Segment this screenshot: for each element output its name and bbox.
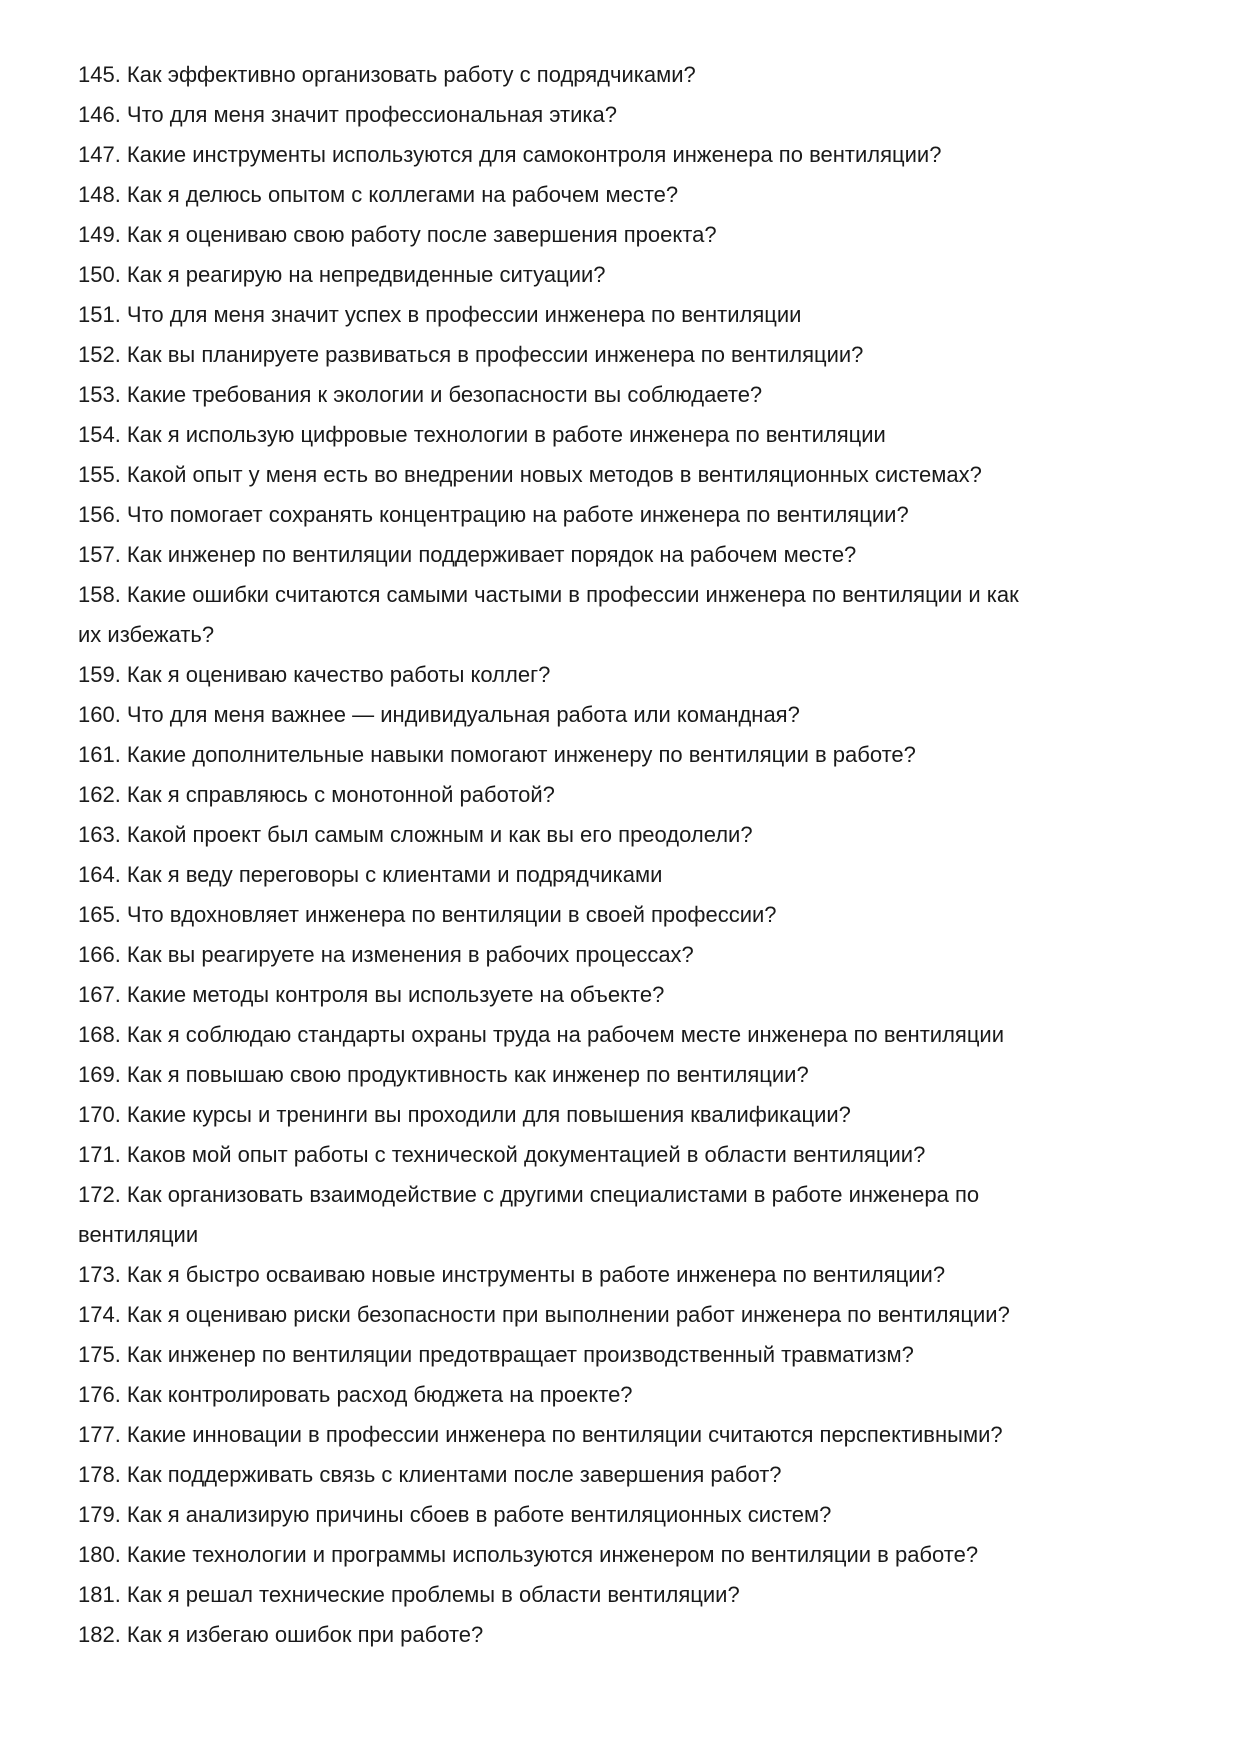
list-item-text: 148. Как я делюсь опытом с коллегами на рабочем месте? xyxy=(78,182,679,207)
list-item xyxy=(78,339,1178,379)
list-item-text: 177. Какие инновации в профессии инженера по вентиляции считаются перспективными? xyxy=(78,1422,1003,1447)
list-item-text: 181. Как я решал технические проблемы в области вентиляции? xyxy=(78,1582,740,1607)
list-item xyxy=(78,1259,1178,1299)
list-item xyxy=(78,859,1178,899)
list-item xyxy=(78,939,1178,979)
list-item-text: 179. Как я анализирую причины сбоев в работе вентиляционных систем? xyxy=(78,1502,832,1527)
list-item xyxy=(78,979,1178,1019)
list-item-text: 173. Как я быстро осваиваю новые инструменты в работе инженера по вентиляции? xyxy=(78,1262,946,1287)
list-item xyxy=(78,419,1178,459)
list-item-text: 145. Как эффективно организовать работу с подрядчиками? xyxy=(78,62,696,87)
list-item xyxy=(78,779,1178,819)
list-item-text: 150. Как я реагирую на непредвиденные ситуации? xyxy=(78,262,606,287)
list-item-text: вентиляции xyxy=(78,1222,199,1247)
list-item-text: 157. Как инженер по вентиляции поддерживает порядок на рабочем месте? xyxy=(78,542,857,567)
list-item xyxy=(78,1179,1178,1259)
list-item xyxy=(78,259,1178,299)
list-item-text: их избежать? xyxy=(78,622,215,647)
list-item-text: 165. Что вдохновляет инженера по вентиляции в своей профессии? xyxy=(78,902,777,927)
list-item xyxy=(78,1059,1178,1099)
list-item-text: 152. Как вы планируете развиваться в профессии инженера по вентиляции? xyxy=(78,342,864,367)
list-item-text: 167. Какие методы контроля вы используете на объекте? xyxy=(78,982,665,1007)
list-item-text: 166. Как вы реагируете на изменения в рабочих процессах? xyxy=(78,942,694,967)
list-item-text: 176. Как контролировать расход бюджета на проекте? xyxy=(78,1382,633,1407)
list-item-text: 155. Какой опыт у меня есть во внедрении новых методов в вентиляционных системах? xyxy=(78,462,982,487)
list-item xyxy=(78,179,1178,219)
list-item xyxy=(78,539,1178,579)
list-item xyxy=(78,659,1178,699)
list-item xyxy=(78,739,1178,779)
list-item-text: 178. Как поддерживать связь с клиентами после завершения работ? xyxy=(78,1462,782,1487)
list-item-text: 163. Какой проект был самым сложным и как вы его преодолели? xyxy=(78,822,753,847)
list-item-text: 158. Какие ошибки считаются самыми частыми в профессии инженера по вентиляции и как xyxy=(78,582,1019,607)
list-item xyxy=(78,1379,1178,1419)
list-item xyxy=(78,1019,1178,1059)
list-item xyxy=(78,139,1178,179)
list-item xyxy=(78,1339,1178,1379)
list-item xyxy=(78,1419,1178,1459)
list-item-text: 175. Как инженер по вентиляции предотвращает производственный травматизм? xyxy=(78,1342,914,1367)
list-item xyxy=(78,299,1178,339)
list-item xyxy=(78,1099,1178,1139)
list-item xyxy=(78,1499,1178,1539)
list-item-text: 151. Что для меня значит успех в профессии инженера по вентиляции xyxy=(78,302,802,327)
list-item xyxy=(78,899,1178,939)
list-item xyxy=(78,1579,1178,1619)
list-item xyxy=(78,1139,1178,1179)
list-item xyxy=(78,699,1178,739)
list-item-text: 169. Как я повышаю свою продуктивность как инженер по вентиляции? xyxy=(78,1062,809,1087)
list-item xyxy=(78,1619,1178,1659)
list-item-text: 162. Как я справляюсь с монотонной работой? xyxy=(78,782,555,807)
list-item-text: 170. Какие курсы и тренинги вы проходили для повышения квалификации? xyxy=(78,1102,851,1127)
list-item-text: 164. Как я веду переговоры с клиентами и подрядчиками xyxy=(78,862,663,887)
list-item xyxy=(78,1459,1178,1499)
list-item xyxy=(78,379,1178,419)
list-item-text: 154. Как я использую цифровые технологии в работе инженера по вентиляции xyxy=(78,422,886,447)
list-item xyxy=(78,499,1178,539)
list-item xyxy=(78,579,1178,659)
list-item xyxy=(78,819,1178,859)
list-item xyxy=(78,59,1178,99)
list-item-text: 146. Что для меня значит профессиональная этика? xyxy=(78,102,617,127)
list-item-text: 147. Какие инструменты используются для самоконтроля инженера по вентиляции? xyxy=(78,142,942,167)
list-item xyxy=(78,99,1178,139)
list-item-text: 174. Как я оцениваю риски безопасности при выполнении работ инженера по вентиляции? xyxy=(78,1302,1010,1327)
question-list xyxy=(78,59,1178,1659)
list-item xyxy=(78,459,1178,499)
list-item-text: 168. Как я соблюдаю стандарты охраны труда на рабочем месте инженера по вентиляции xyxy=(78,1022,1004,1047)
list-item-text: 182. Как я избегаю ошибок при работе? xyxy=(78,1622,484,1647)
list-item-text: 153. Какие требования к экологии и безопасности вы соблюдаете? xyxy=(78,382,763,407)
list-item-text: 159. Как я оцениваю качество работы коллег? xyxy=(78,662,551,687)
list-item xyxy=(78,219,1178,259)
list-item-text: 156. Что помогает сохранять концентрацию на работе инженера по вентиляции? xyxy=(78,502,909,527)
list-item-text: 161. Какие дополнительные навыки помогают инженеру по вентиляции в работе? xyxy=(78,742,916,767)
list-item xyxy=(78,1539,1178,1579)
list-item-text: 172. Как организовать взаимодействие с другими специалистами в работе инженера по xyxy=(78,1182,980,1207)
list-item xyxy=(78,1299,1178,1339)
list-item-text: 171. Каков мой опыт работы с технической документацией в области вентиляции? xyxy=(78,1142,926,1167)
list-item-text: 180. Какие технологии и программы используются инженером по вентиляции в работе? xyxy=(78,1542,979,1567)
list-item-text: 160. Что для меня важнее — индивидуальная работа или командная? xyxy=(78,702,800,727)
list-item-text: 149. Как я оцениваю свою работу после завершения проекта? xyxy=(78,222,717,247)
